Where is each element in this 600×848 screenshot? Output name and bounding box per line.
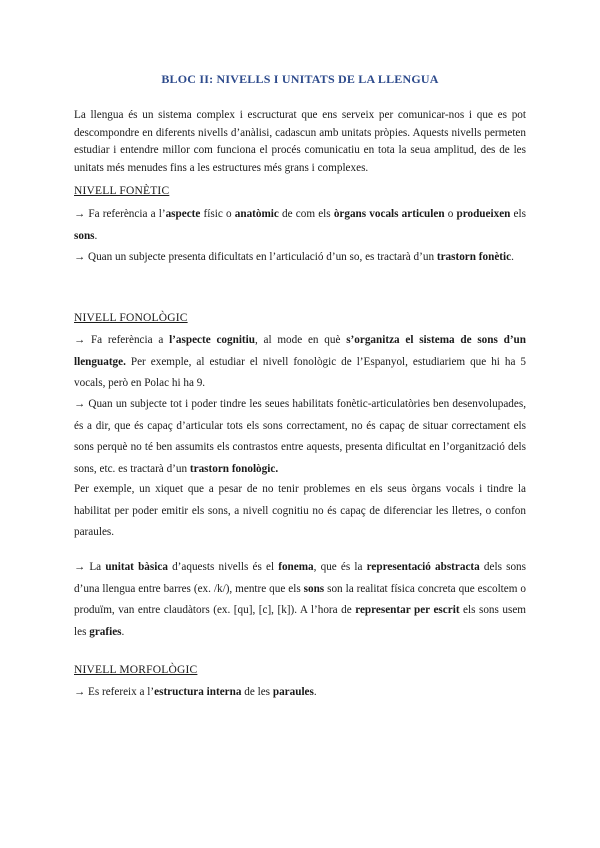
fonologic-paragraph-1: → Fa referència a l’aspecte cognitiu, al mode en què s’organitza el sistema de sons d’un llenguatge. Per exemple, al estudiar el nivell fonològic de l’Espanyol, estudiariem que hi ha 5 vocals, però en Polac hi ha 9. (74, 334, 526, 389)
morfologic-paragraph-1: → Es refereix a l’estructura interna de les paraules. (74, 686, 317, 698)
fonologic-paragraph-2: → Quan un subjecte tot i poder tindre les seues habilitats fonètic-articulatòries ben desenvolupades, és a dir, que és capaç d’articular tots els sons correctament, no és capaç de situar correctament els sons perquè no té ben assumits els contrastos entre aquests, presenta dificultat en l’organització dels sons, etc. es tractarà d’un trastorn fonològic. (74, 398, 526, 475)
fonologic-paragraph-3: Per exemple, un xiquet que a pesar de no tenir problemes en els seus òrgans vocals i tindre la habilitat per poder emitir els sons, a nivell cognitiu no és capaç de diferenciar les lletres, o confon paraules. (74, 483, 526, 538)
section-heading-morfologic: NIVELL MORFOLÒGIC (74, 664, 198, 676)
intro-paragraph: La llengua és un sistema complex i escructurat que ens serveix per comunicar-nos i que es pot descompondre en diferents nivells d’anàlisi, cadascun amb unitats pròpies. Aquests nivells permeten estudiar i entendre millor com funciona el procés comunicatiu en tota la seua amplitud, des de les unitats més menudes fins a les estructures més grans i complexes. (74, 109, 526, 174)
document-title: BLOC II: NIVELLS I UNITATS DE LA LLENGUA (161, 72, 439, 86)
fonetic-paragraph-2: → Quan un subjecte presenta dificultats en l’articulació d’un so, es tractarà d’un trastorn fonètic. (74, 251, 514, 263)
section-heading-fonologic: NIVELL FONOLÒGIC (74, 312, 188, 324)
fonologic-paragraph-4: → La unitat bàsica d’aquests nivells és el fonema, que és la representació abstracta dels sons d’una llengua entre barres (ex. /k/), mentre que els sons son la realitat física concreta que escoltem o produïm, van entre claudàtors (ex. [qu], [c], [k]). A l’hora de representar per escrit els sons usem les grafies. (74, 561, 527, 638)
fonetic-paragraph-1: → Fa referència a l’aspecte físic o anatòmic de com els òrgans vocals articulen o produeixen els sons. (74, 208, 526, 242)
section-heading-fonetic: NIVELL FONÈTIC (74, 185, 170, 197)
